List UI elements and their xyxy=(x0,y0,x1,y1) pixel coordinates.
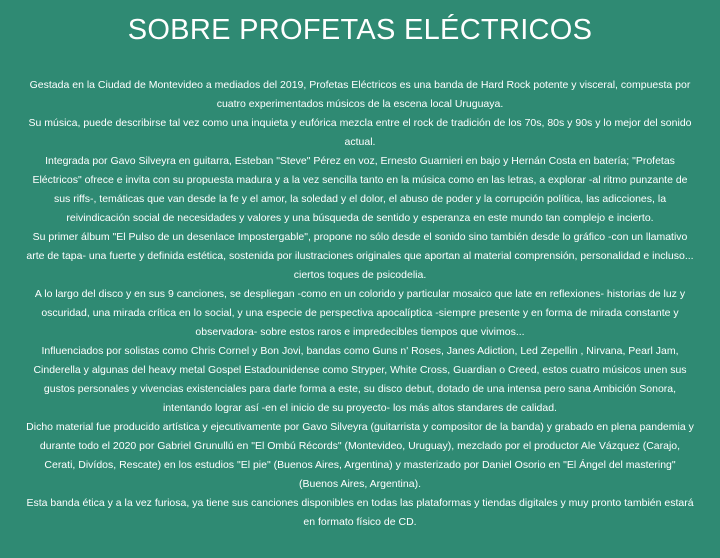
paragraph-production: Dicho material fue producido artística y ejecutivamente por Gavo Silveyra (guitarrista y compositor de la banda) y grabado en plena pandemia y durante todo el 2020 por Gabriel Grunullú en "El Ombú Récords" (Montevideo, Uruguay), mezclado por el productor Ale Vázquez (Carajo, Cerati, Divídos, Rescate) en los estudios "El pie" (Buenos Aires, Argentina) y masterizado por Daniel Osorio en "El Ángel del mastering" (Buenos Aires, Argentina). xyxy=(26,421,694,490)
paragraph-availability: Esta banda ética y a la vez furiosa, ya tiene sus canciones disponibles en todas las plataformas y tiendas digitales y muy pronto también estará en formato físico de CD. xyxy=(26,497,694,528)
about-text xyxy=(24,76,696,532)
paragraph-first-album: Su primer álbum "El Pulso de un desenlace Impostergable", propone no sólo desde el sonido sino también desde lo gráfico -con un llamativo arte de tapa- una fuerte y definida estética, sostenida por ilustraciones originales que aportan al material comprensión, personalidad e incluso... ciertos toques de psicodelia. xyxy=(26,231,694,281)
paragraph-songs: A lo largo del disco y en sus 9 canciones, se despliegan -como en un colorido y particular mosaico que late en reflexiones- historias de luz y oscuridad, una mirada crítica en lo social, y una especie de perspectiva apocalíptica -siempre presente y en forma de mirada constante y observadora- sobre estos raros e impredecibles tiempos que vivimos... xyxy=(34,288,686,338)
section-title: SOBRE PROFETAS ELÉCTRICOS xyxy=(127,14,593,46)
paragraph-members: Integrada por Gavo Silveyra en guitarra, Esteban "Steve" Pérez en voz, Ernesto Guarnieri en bajo y Hernán Costa en batería; "Profetas Eléctricos" ofrece e invita con su propuesta madura y a la vez sencilla tanto en la música como en las letras, a explorar -al ritmo punzante de sus riffs-, temáticas que van desde la fe y el amor, la soledad y el dolor, el abuso de poder y la corrupción política, las adicciones, la reivindicación social de necesidades y valores y una búsqueda de sentido y esperanza en este mundo tan complejo e incierto. xyxy=(32,155,688,224)
paragraph-music-style: Su música, puede describirse tal vez como una inquieta y eufórica mezcla entre el rock de tradición de los 70s, 80s y 90s y lo mejor del sonido actual. xyxy=(28,117,692,148)
paragraph-influences: Influenciados por solistas como Chris Cornel y Bon Jovi, bandas como Guns n' Roses, Janes Adiction, Led Zepellin , Nirvana, Pearl Jam, Cinderella y algunas del heavy metal Gospel Estadounidense como Stryper, White Cross, Guardian o Creed, estos cuatro músicos unen sus gustos personales y vivencias existenciales para darle forma a este, su disco debut, dotado de una intensa pero sana Ambición Sonora, intentando lograr así -en el inicio de su proyecto- los más altos standares de calidad. xyxy=(33,345,687,414)
paragraph-origin: Gestada en la Ciudad de Montevideo a mediados del 2019, Profetas Eléctricos es una banda de Hard Rock potente y visceral, compuesta por cuatro experimentados músicos de la escena local Uruguaya. xyxy=(29,79,691,110)
